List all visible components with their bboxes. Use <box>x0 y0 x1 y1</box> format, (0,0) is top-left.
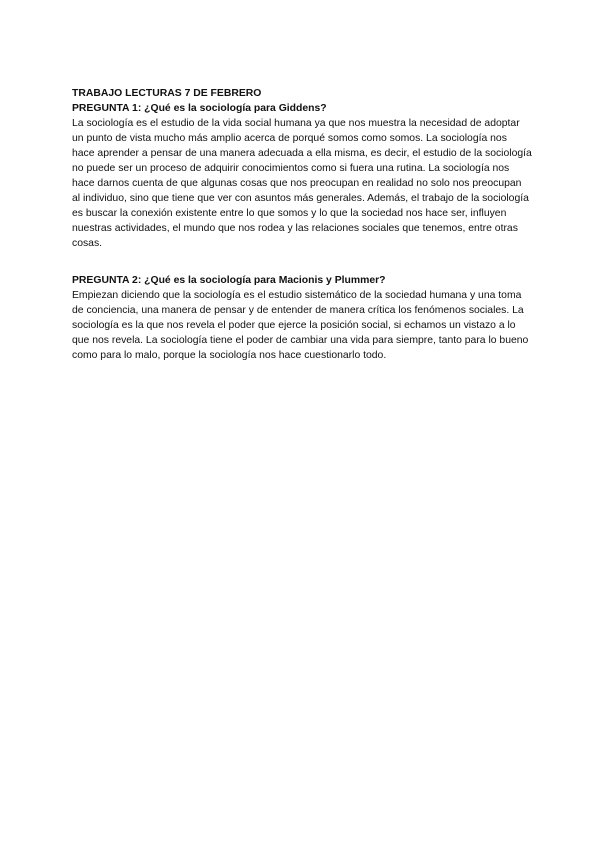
question-2-answer: Empiezan diciendo que la sociología es el estudio sistemático de la sociedad humana y una toma de conciencia, una manera de pensar y de entender de manera crítica los fenómenos sociales. La sociología es la que nos revela el poder que ejerce la posición social, si echamos un vistazo a lo que nos revela. La sociología tiene el poder de cambiar una vida para siempre, tanto para lo bueno como para lo malo, porque la sociología nos hace cuestionarlo todo. <box>72 290 529 361</box>
question-1-heading: PREGUNTA 1: ¿Qué es la sociología para Giddens? <box>72 103 327 114</box>
document-title: TRABAJO LECTURAS 7 DE FEBRERO <box>72 88 262 99</box>
question-1-answer: La sociología es el estudio de la vida social humana ya que nos muestra la necesidad de adoptar un punto de vista mucho más amplio acerca de porqué somos como somos. La sociología nos hace aprender a pensar de una manera adecuada a ella misma, es decir, el estudio de la sociología no puede ser un proceso de adquirir conocimientos como si fuera una rutina. La sociología nos hace darnos cuenta de que algunas cosas que nos preocupan en realidad no solo nos preocupan al individuo, sino que tiene que ver con asuntos más generales. Además, el trabajo de la sociología es buscar la conexión existente entre lo que somos y lo que la sociedad nos hace ser, influyen nuestras actividades, el mundo que nos rodea y las relaciones sociales que tenemos, entre otras cosas. <box>72 118 532 249</box>
document-content <box>72 86 532 363</box>
section-spacer <box>72 251 532 273</box>
question-2-heading: PREGUNTA 2: ¿Qué es la sociología para Macionis y Plummer? <box>72 275 386 286</box>
